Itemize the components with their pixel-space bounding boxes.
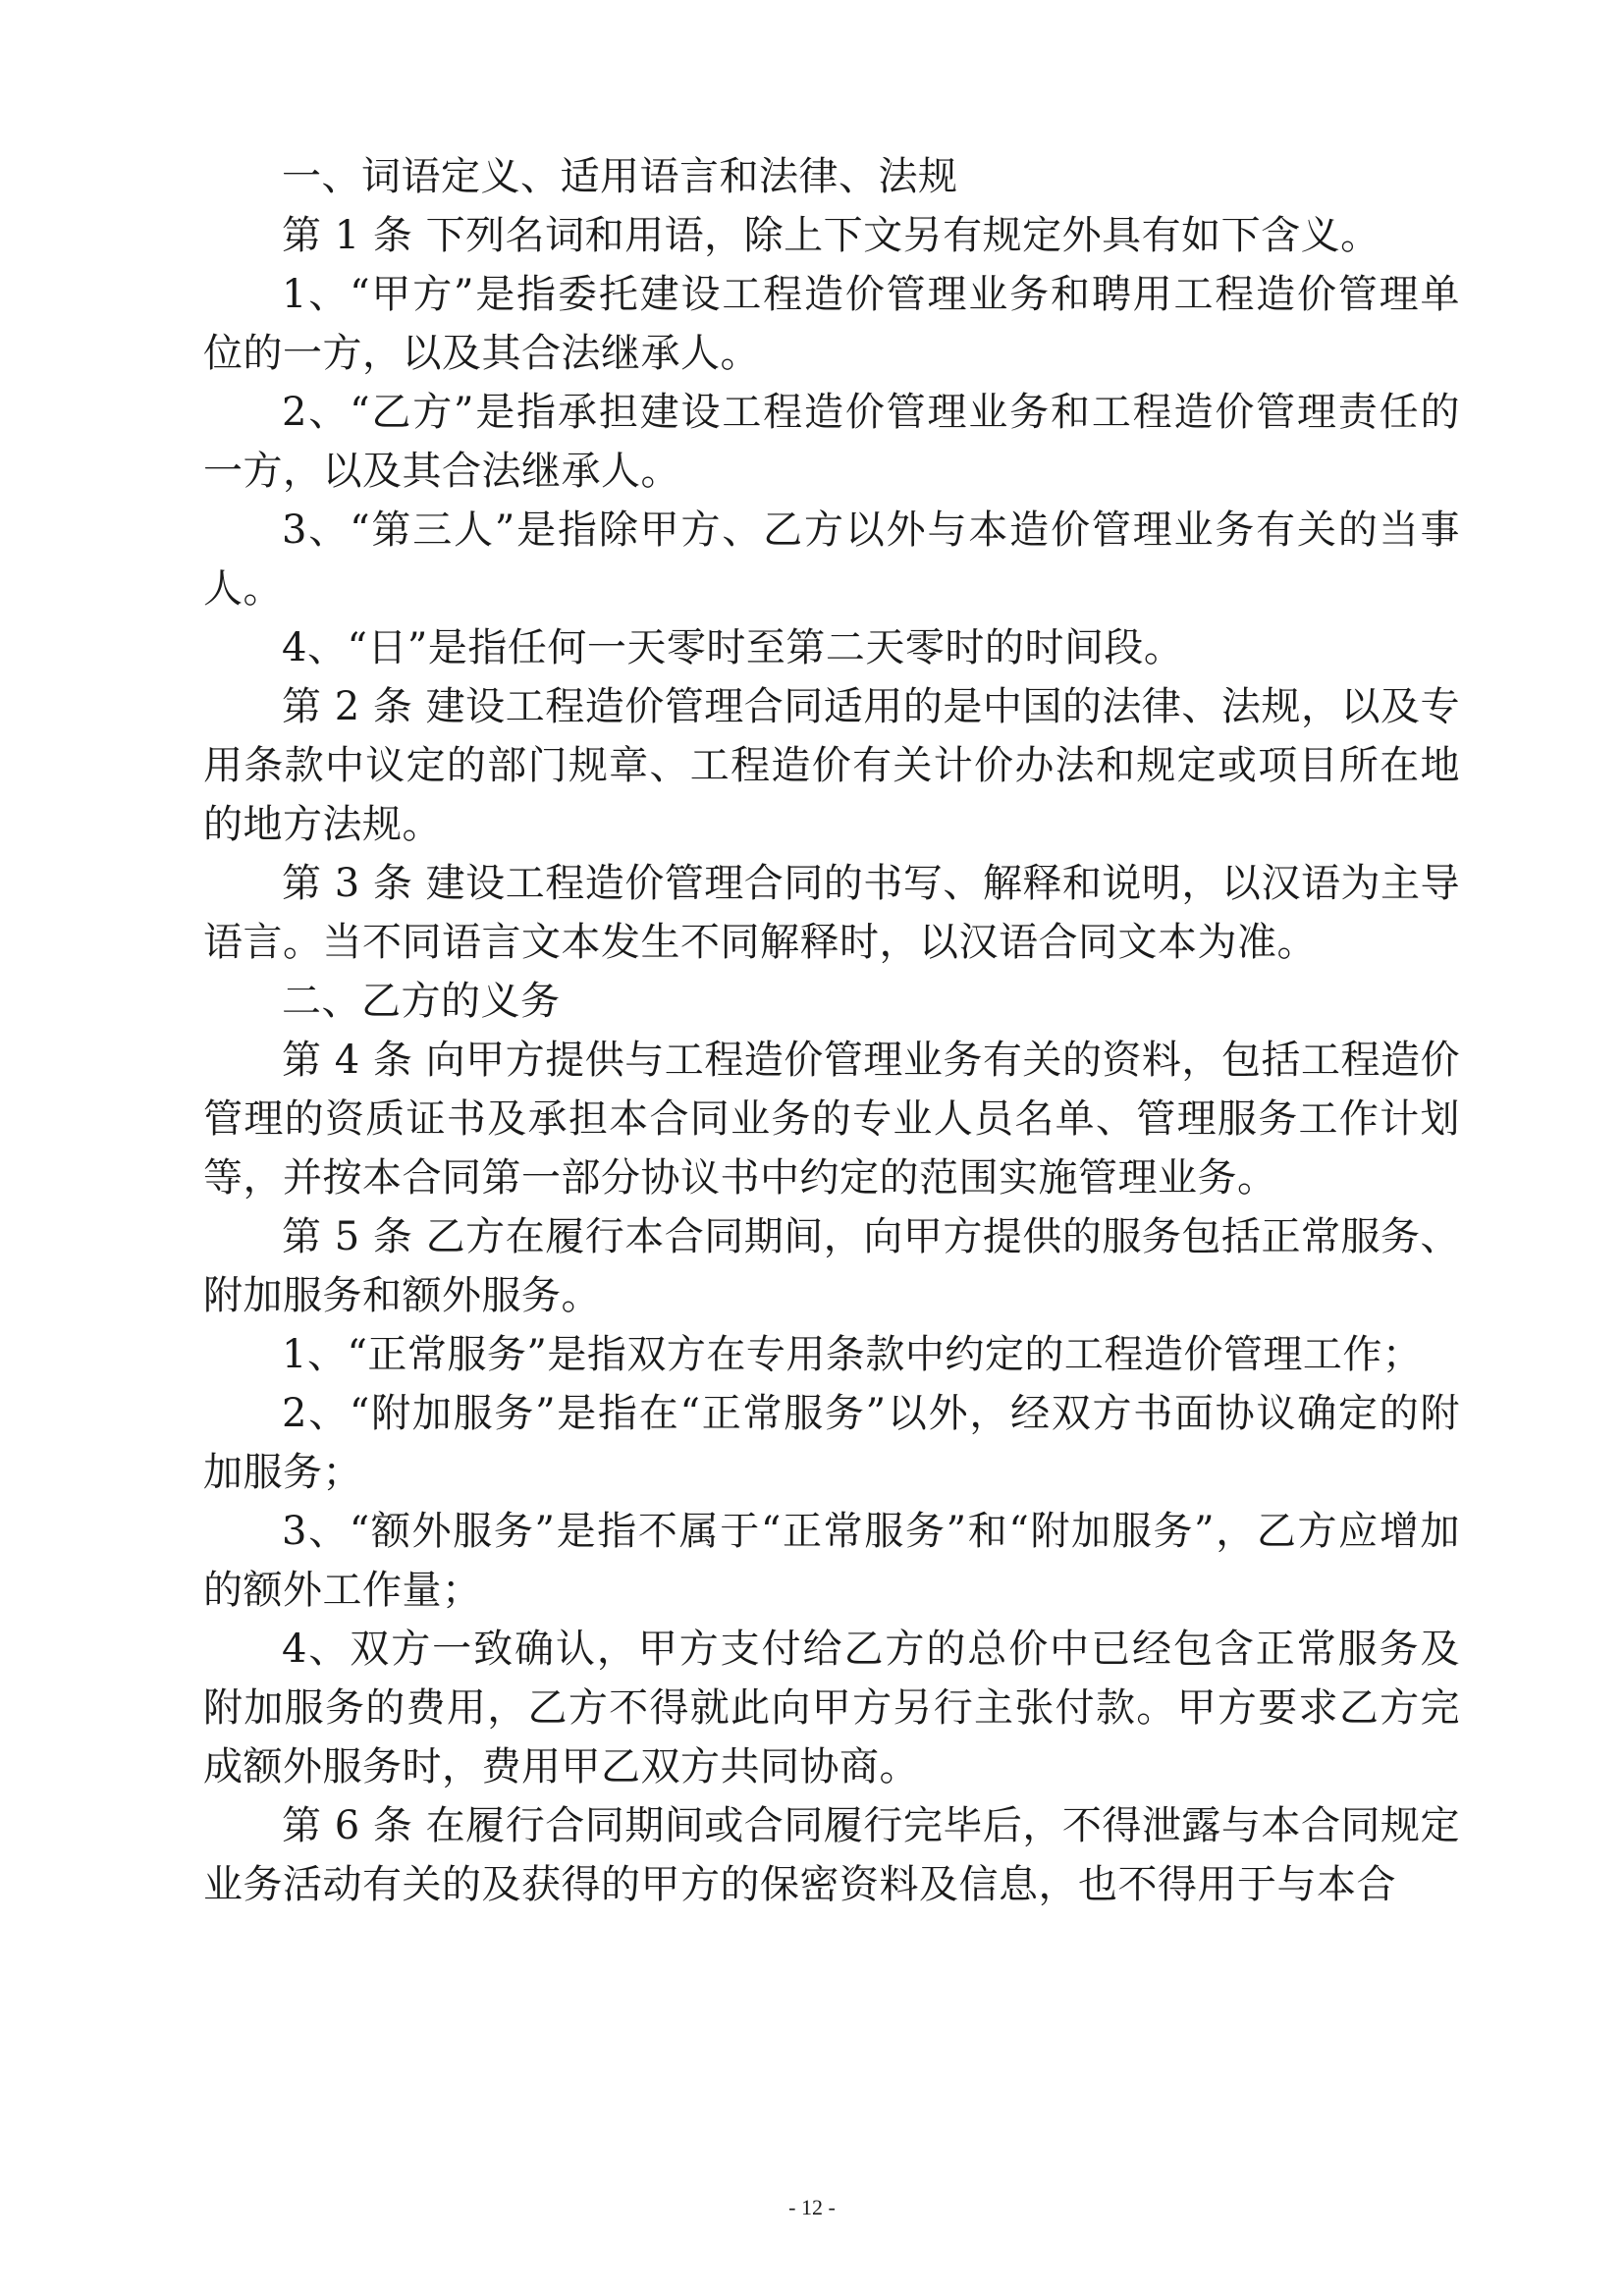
page-number: - 12 - [788,2195,836,2219]
definition-third-party: 3、“第三人”是指除甲方、乙方以外与本造价管理业务有关的当事人。 [203,507,1460,612]
service-payment-clause: 4、双方一致确认，甲方支付给乙方的总价中已经包含正常服务及附加服务的费用，乙方不得就此向甲方另行主张付款。甲方要求乙方完成额外服务时，费用甲乙双方共同协商。 [203,1627,1460,1789]
article-1: 第 1 条 下列名词和用语，除上下文另有规定外具有如下含义。 [282,213,1380,258]
service-extra: 3、“额外服务”是指不属于“正常服务”和“附加服务”，乙方应增加的额外工作量； [203,1509,1460,1613]
service-normal: 1、“正常服务”是指双方在专用条款中约定的工程造价管理工作； [282,1332,1423,1377]
article-5: 第 5 条 乙方在履行本合同期间，向甲方提供的服务包括正常服务、附加服务和额外服务。 [203,1214,1460,1318]
definition-party-b: 2、“乙方”是指承担建设工程造价管理业务和工程造价管理责任的一方，以及其合法继承人。 [203,390,1460,494]
document-body [203,147,1460,1914]
definition-day: 4、“日”是指任何一天零时至第二天零时的时间段。 [282,625,1184,670]
service-additional: 2、“附加服务”是指在“正常服务”以外，经双方书面协议确定的附加服务； [203,1391,1460,1495]
section-heading-definitions: 一、词语定义、适用语言和法律、法规 [282,154,958,199]
section-heading-obligations: 二、乙方的义务 [282,979,561,1024]
definition-party-a: 1、“甲方”是指委托建设工程造价管理业务和聘用工程造价管理单位的一方，以及其合法继承人。 [203,272,1460,376]
article-2: 第 2 条 建设工程造价管理合同适用的是中国的法律、法规，以及专用条款中议定的部门规章、工程造价有关计价办法和规定或项目所在地的地方法规。 [203,684,1460,847]
article-6: 第 6 条 在履行合同期间或合同履行完毕后，不得泄露与本合同规定业务活动有关的及获得的甲方的保密资料及信息，也不得用于与本合 [203,1803,1460,1907]
article-3: 第 3 条 建设工程造价管理合同的书写、解释和说明，以汉语为主导语言。当不同语言文本发生不同解释时，以汉语合同文本为准。 [203,861,1460,965]
article-4: 第 4 条 向甲方提供与工程造价管理业务有关的资料，包括工程造价管理的资质证书及承担本合同业务的专业人员名单、管理服务工作计划等，并按本合同第一部分协议书中约定的范围实施管理业务。 [203,1038,1460,1201]
